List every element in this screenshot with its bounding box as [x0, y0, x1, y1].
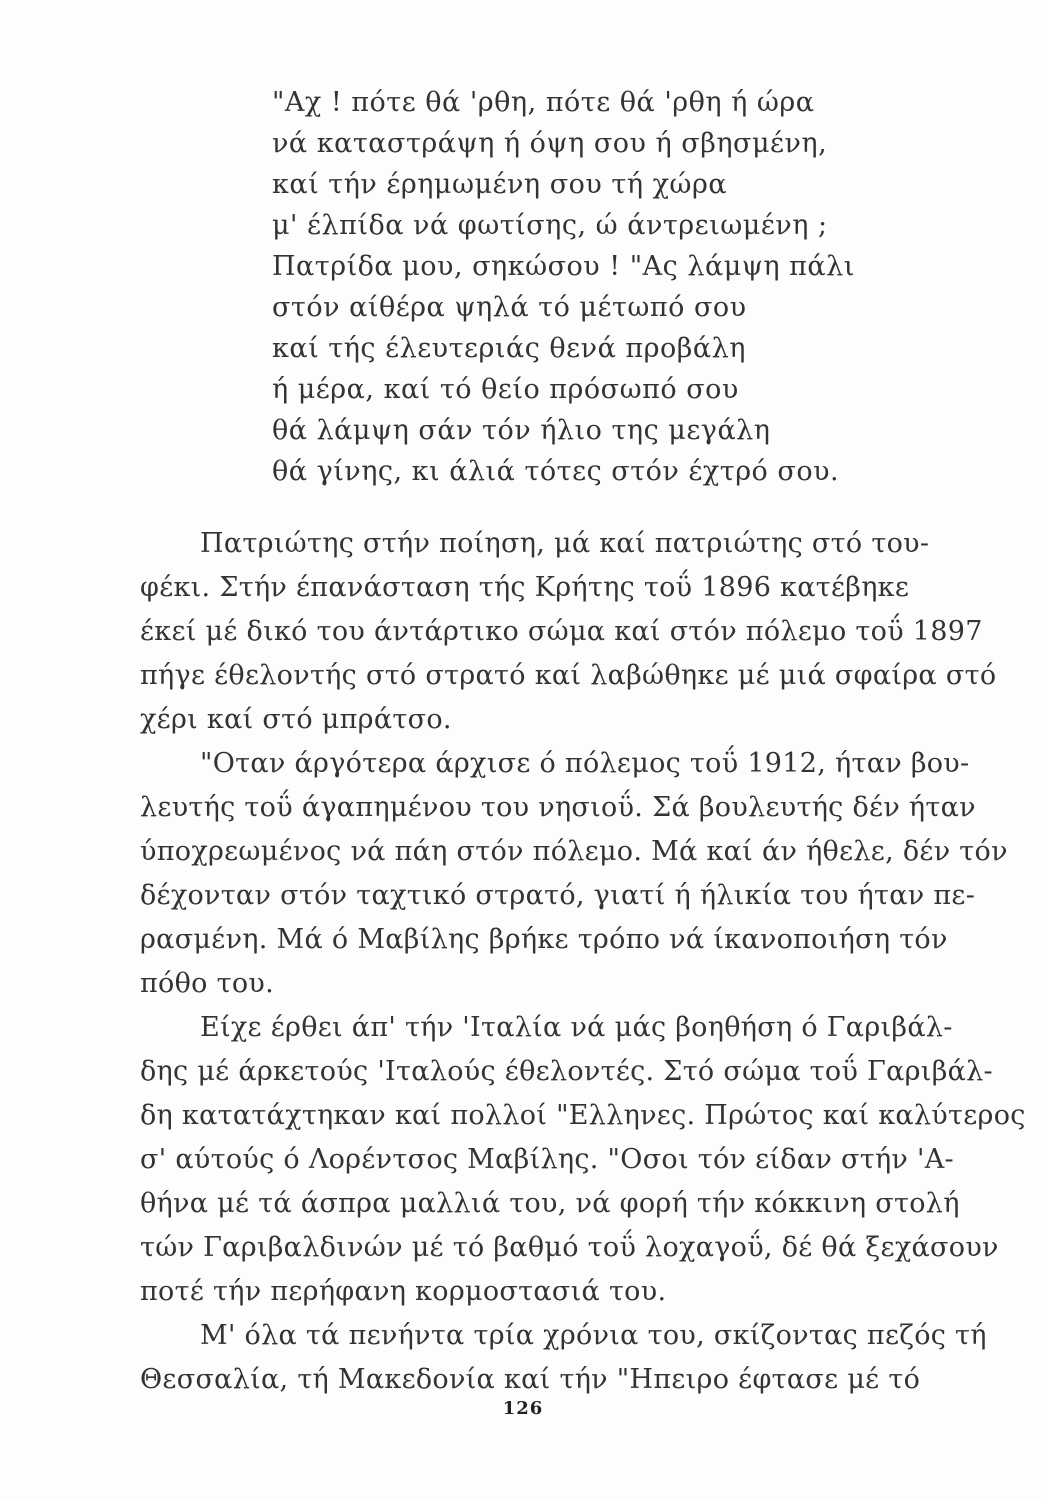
poem-line: θά λάμψη σάν τόν ήλιο της μεγάλη [272, 415, 771, 446]
prose-line: δη κατατάχτηκαν καί πολλοί "Ελληνες. Πρώτος καί καλύτερος [140, 1100, 1026, 1131]
prose-line: λευτής τοΰ άγαπημένου του νησιοΰ. Σά βουλευτής δέν ήταν [140, 792, 976, 823]
page-number: 126 [502, 1398, 544, 1419]
prose-line: πόθο του. [140, 968, 274, 999]
poem-line: καί τής έλευτεριάς θενά προβάλη [272, 333, 746, 364]
poem-line: στόν αίθέρα ψηλά τό μέτωπό σου [272, 292, 747, 323]
prose-line: Είχε έρθει άπ' τήν 'Ιταλία νά μάς βοηθήση ό Γαριβάλ- [200, 1012, 953, 1043]
prose-line: Θεσσαλία, τή Μακεδονία καί τήν "Ηπειρο έφτασε μέ τό [140, 1364, 921, 1395]
paragraph-garibaldi [140, 1006, 1026, 1314]
poem-line: νά καταστράψη ή όψη σου ή σβησμένη, [272, 128, 828, 159]
poem-line: καί τήν έρημωμένη σου τή χώρα [272, 169, 728, 200]
prose-line: δέχονταν στόν ταχτικό στρατό, γιατί ή ήλικία του ήταν πε- [140, 880, 976, 911]
prose-line: "Οταν άργότερα άρχισε ό πόλεμος τοΰ 1912, ήταν βου- [200, 748, 970, 779]
prose-line: Μ' όλα τά πενήντα τρία χρόνια του, σκίζοντας πεζός τή [200, 1320, 987, 1351]
prose-line: ποτέ τήν περήφανη κορμοστασιά του. [140, 1276, 667, 1307]
prose-line: δης μέ άρκετούς 'Ιταλούς έθελοντές. Στό σώμα τοΰ Γαριβάλ- [140, 1056, 993, 1087]
prose-line: ύποχρεωμένος νά πάη στόν πόλεμο. Μά καί άν ήθελε, δέν τόν [140, 836, 1008, 867]
prose-line: τών Γαριβαλδινών μέ τό βαθμό τοΰ λοχαγοΰ, δέ θά ξεχάσουν [140, 1232, 999, 1263]
prose-line: χέρι καί στό μπράτσο. [140, 704, 452, 735]
prose-line: Πατριώτης στήν ποίηση, μά καί πατριώτης στό του- [200, 528, 930, 559]
prose-line: σ' αύτούς ό Λορέντσος Μαβίλης. "Οσοι τόν είδαν στήν 'Α- [140, 1144, 954, 1175]
prose-block [140, 522, 1026, 1402]
prose-line: έκεί μέ δικό του άντάρτικο σώμα καί στόν πόλεμο τοΰ 1897 [140, 616, 983, 647]
poem-line: "Αχ ! πότε θά 'ρθη, πότε θά 'ρθη ή ώρα [272, 87, 815, 118]
poem-block [272, 82, 912, 492]
poem-line: ή μέρα, καί τό θείο πρόσωπό σου [272, 374, 739, 405]
prose-line: θήνα μέ τά άσπρα μαλλιά του, νά φορή τήν κόκκινη στολή [140, 1188, 960, 1219]
poem-line: μ' έλπίδα νά φωτίσης, ώ άντρειωμένη ; [272, 210, 828, 241]
paragraph-war-1912 [140, 742, 1008, 1006]
poem-line: θά γίνης, κι άλιά τότες στόν έχτρό σου. [272, 456, 840, 487]
prose-line: φέκι. Στήν έπανάσταση τής Κρήτης τοΰ 1896 κατέβηκε [140, 572, 910, 603]
prose-line: πήγε έθελοντής στό στρατό καί λαβώθηκε μέ μιά σφαίρα στό [140, 660, 997, 691]
paragraph-march [140, 1314, 992, 1402]
prose-line: ρασμένη. Μά ό Μαβίλης βρήκε τρόπο νά ίκανοποιήση τόν [140, 924, 948, 955]
paragraph-patriot [140, 522, 997, 742]
poem-line: Πατρίδα μου, σηκώσου ! "Ας λάμψη πάλι [272, 251, 855, 282]
